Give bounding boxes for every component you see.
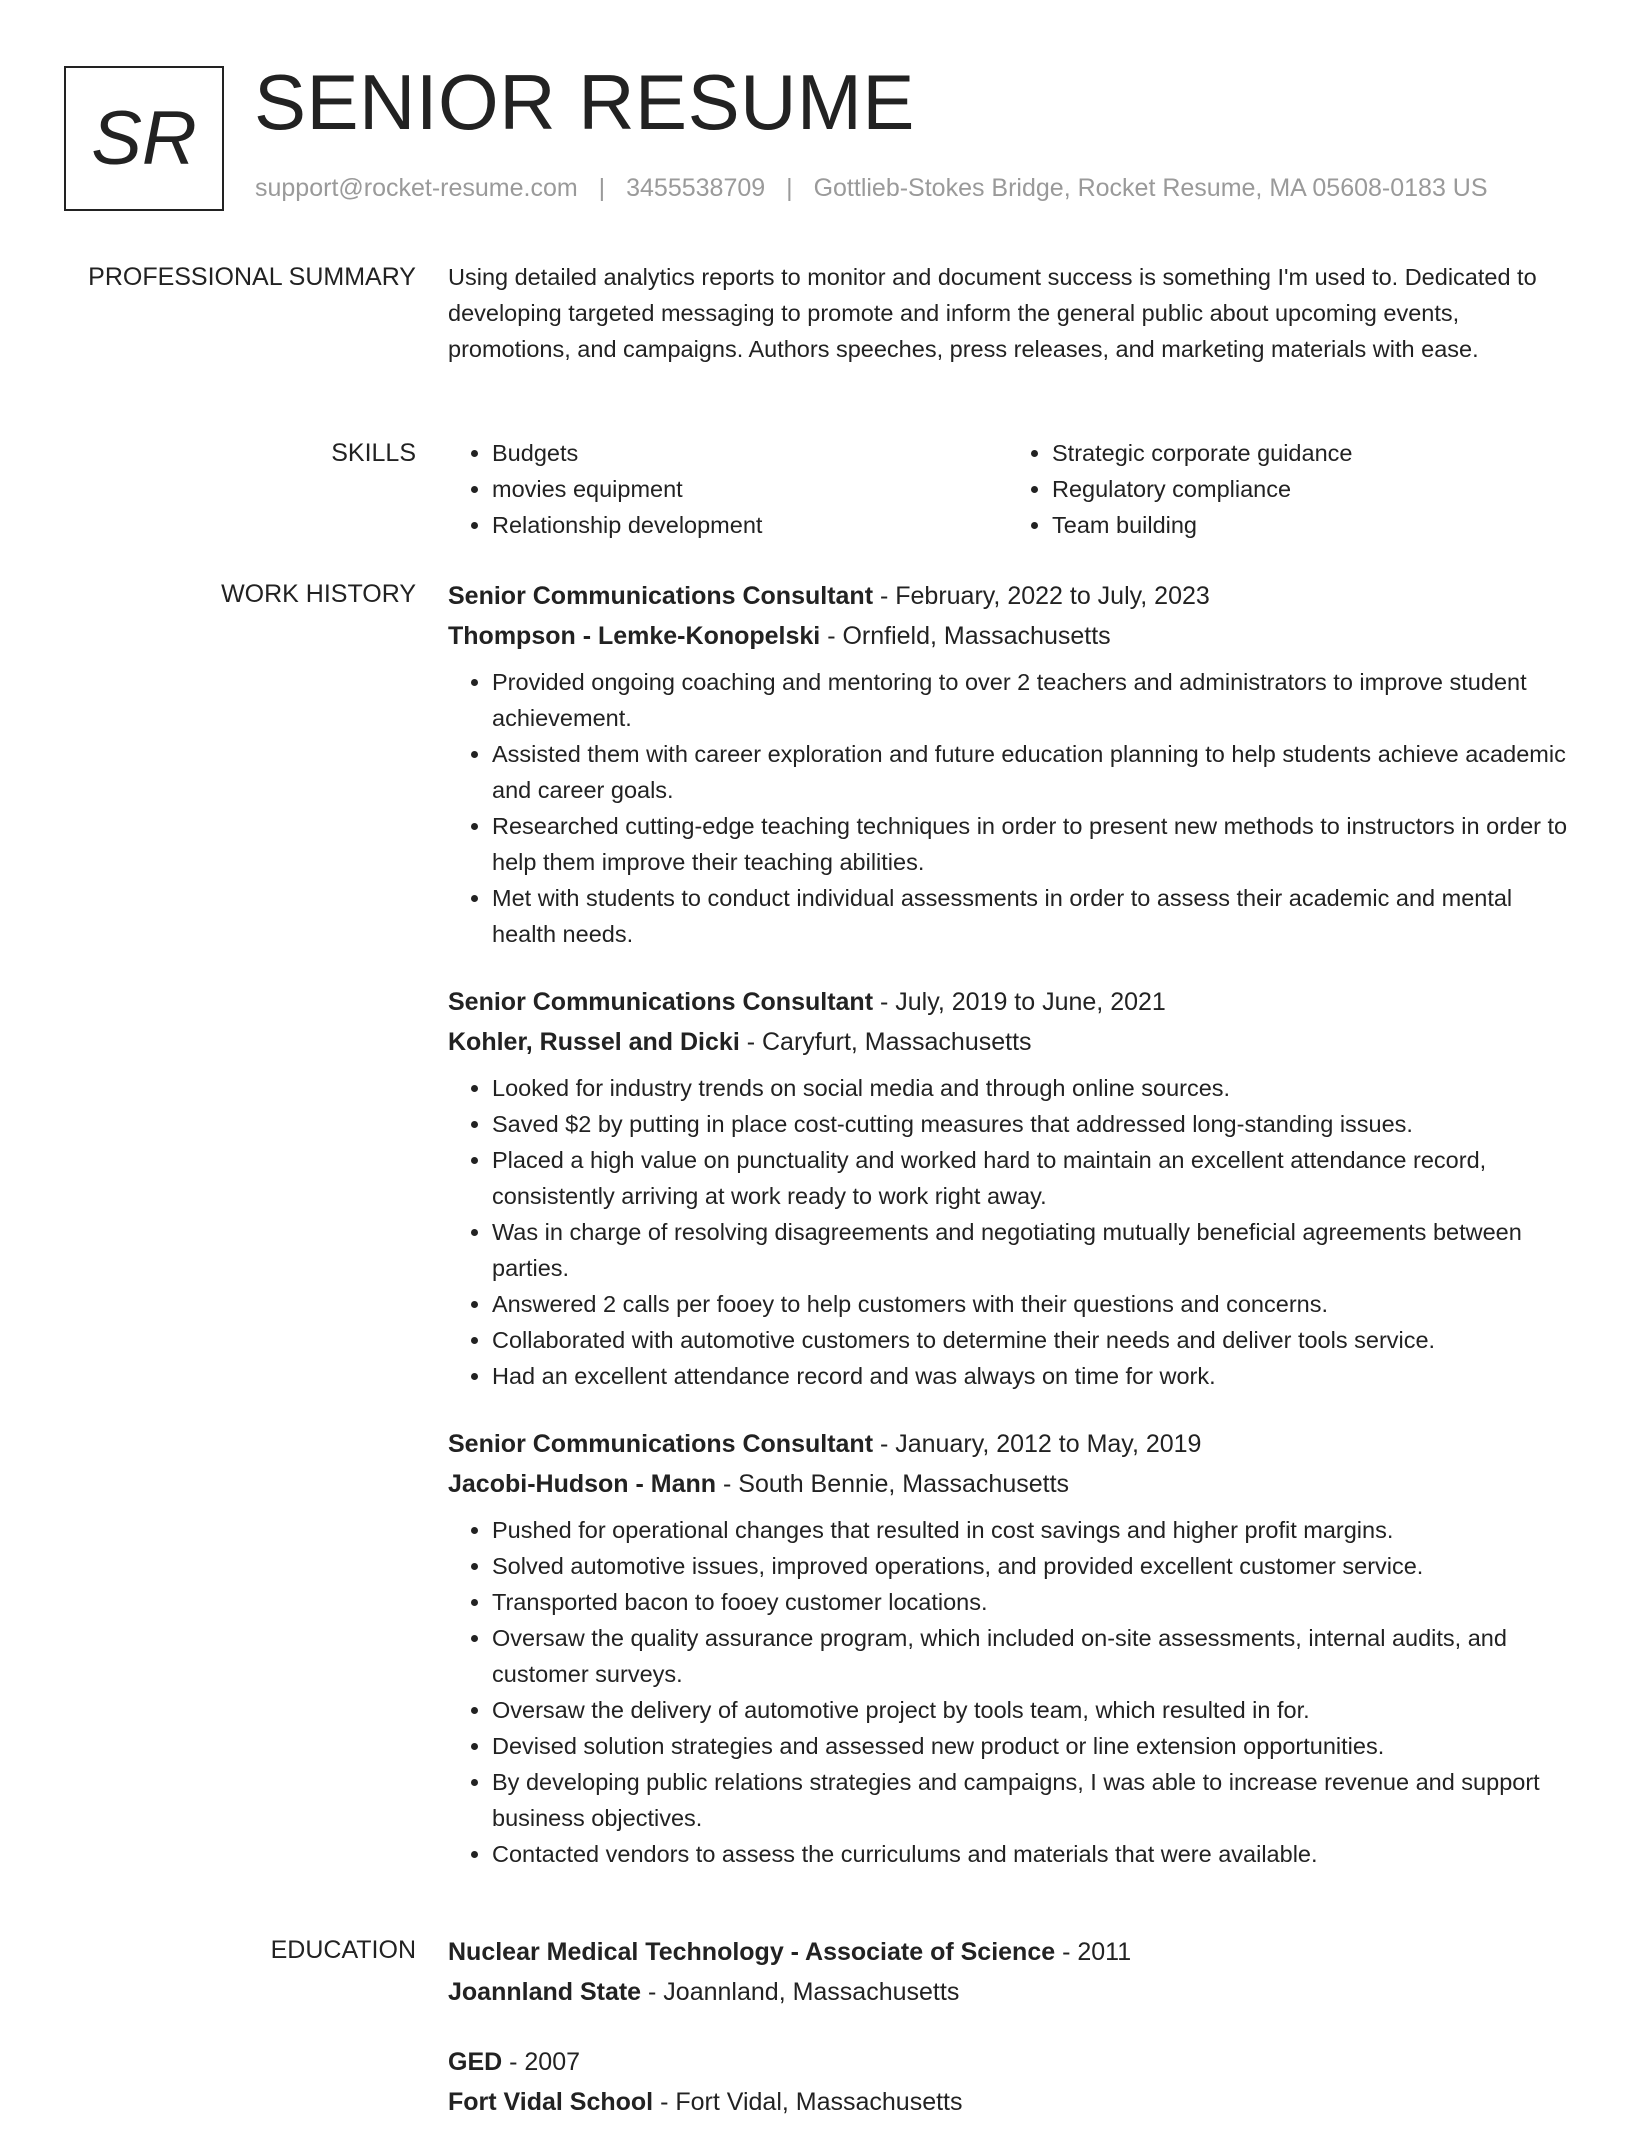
- skills-list-left: [448, 435, 1008, 543]
- section-label: SKILLS: [331, 439, 416, 467]
- section-label: PROFESSIONAL SUMMARY: [88, 263, 416, 291]
- contact-phone: 3455538709: [626, 174, 766, 202]
- job-bullet: • Met with students to conduct individual assessments in order to assess their academic and mental health needs.: [492, 880, 1568, 952]
- job-bullet: • Oversaw the delivery of automotive project by tools team, which resulted in for.: [492, 1692, 1568, 1728]
- job-company-line: [448, 1022, 1568, 1062]
- job-bullets: [448, 1512, 1568, 1872]
- skills-body: [448, 435, 1568, 543]
- contact-email: support@rocket-resume.com: [255, 174, 578, 202]
- degree: GED: [448, 2048, 503, 2076]
- job-bullet: • Devised solution strategies and assessed new product or line extension opportunities.: [492, 1728, 1568, 1764]
- summary-text: Using detailed analytics reports to monitor and document success is something I'm used to. Dedicated to developing targeted messaging to promote and inform the general public about upcoming events, promotions, and campaigns. Authors speeches, press releases, and marketing materials with ease.: [448, 264, 1537, 362]
- summary-body: [448, 259, 1568, 367]
- job-bullet: • Saved $2 by putting in place cost-cutting measures that addressed long-standing issues.: [492, 1106, 1568, 1142]
- job-title: Senior Communications Consultant: [448, 1430, 874, 1458]
- degree: Nuclear Medical Technology - Associate of Science: [448, 1938, 1056, 1966]
- skill-item: • movies equipment: [492, 471, 1008, 507]
- skill-item: • Relationship development: [492, 507, 1008, 543]
- job-title: Senior Communications Consultant: [448, 988, 874, 1016]
- job-bullet: • Assisted them with career exploration and future education planning to help students achieve academic and career goals.: [492, 736, 1568, 808]
- job-bullet: • Had an excellent attendance record and was always on time for work.: [492, 1358, 1568, 1394]
- job-dates: - July, 2019 to June, 2021: [873, 988, 1166, 1016]
- degree-line: [448, 2042, 1568, 2082]
- contact-line: [255, 174, 1488, 203]
- monogram-text: SR: [91, 96, 197, 181]
- job-bullet: • Transported bacon to fooey customer locations.: [492, 1584, 1568, 1620]
- job-bullet: • Pushed for operational changes that resulted in cost savings and higher profit margins.: [492, 1512, 1568, 1548]
- school-line: [448, 2082, 1568, 2122]
- job-bullet: • By developing public relations strategies and campaigns, I was able to increase revenue and support business objectives.: [492, 1764, 1568, 1836]
- job-company: Kohler, Russel and Dicki: [448, 1028, 740, 1056]
- skill-item: • Budgets: [492, 435, 1008, 471]
- contact-address: Gottlieb-Stokes Bridge, Rocket Resume, MA 05608-0183 US: [813, 174, 1488, 202]
- education-entry: [448, 1932, 1568, 2012]
- degree-line: [448, 1932, 1568, 1972]
- job-location: - South Bennie, Massachusetts: [716, 1470, 1070, 1498]
- education-entry: [448, 2042, 1568, 2122]
- job-location: - Ornfield, Massachusetts: [820, 622, 1111, 650]
- job-dates: - February, 2022 to July, 2023: [873, 582, 1210, 610]
- job-company-line: [448, 616, 1568, 656]
- resume-name: SENIOR RESUME: [254, 58, 915, 146]
- skill-item: • Regulatory compliance: [1052, 471, 1568, 507]
- contact-separator: |: [786, 174, 793, 202]
- section-label: WORK HISTORY: [221, 580, 416, 608]
- job-title-line: [448, 1424, 1568, 1464]
- job-entry: [448, 1424, 1568, 1872]
- school: Joannland State: [448, 1978, 642, 2006]
- job-bullet: • Researched cutting-edge teaching techniques in order to present new methods to instructors in order to help them improve their teaching abilities.: [492, 808, 1568, 880]
- monogram-logo: [64, 66, 224, 211]
- school-location: - Joannland, Massachusetts: [641, 1978, 960, 2006]
- degree-year: - 2007: [502, 2048, 581, 2076]
- job-bullet: • Collaborated with automotive customers to determine their needs and deliver tools service.: [492, 1322, 1568, 1358]
- degree-year: - 2011: [1055, 1938, 1132, 1966]
- skills-list-right: [1008, 435, 1568, 543]
- job-entry: [448, 576, 1568, 952]
- section-label: EDUCATION: [270, 1936, 416, 1964]
- job-bullet: • Looked for industry trends on social media and through online sources.: [492, 1070, 1568, 1106]
- job-bullet: • Oversaw the quality assurance program, which included on-site assessments, internal audits, and customer surveys.: [492, 1620, 1568, 1692]
- job-bullet: • Provided ongoing coaching and mentoring to over 2 teachers and administrators to improve student achievement.: [492, 664, 1568, 736]
- job-bullets: [448, 1070, 1568, 1394]
- job-bullet: • Placed a high value on punctuality and worked hard to maintain an excellent attendance record, consistently arriving at work ready to work right away.: [492, 1142, 1568, 1214]
- job-bullet: • Contacted vendors to assess the curriculums and materials that were available.: [492, 1836, 1568, 1872]
- school-location: - Fort Vidal, Massachusetts: [653, 2088, 963, 2116]
- job-location: - Caryfurt, Massachusetts: [739, 1028, 1032, 1056]
- job-title: Senior Communications Consultant: [448, 582, 874, 610]
- job-dates: - January, 2012 to May, 2019: [873, 1430, 1202, 1458]
- education-body: [448, 1932, 1568, 2152]
- job-company: Jacobi-Hudson - Mann: [448, 1470, 717, 1498]
- skill-item: • Team building: [1052, 507, 1568, 543]
- job-title-line: [448, 982, 1568, 1022]
- job-bullet: • Answered 2 calls per fooey to help customers with their questions and concerns.: [492, 1286, 1568, 1322]
- job-title-line: [448, 576, 1568, 616]
- contact-separator: |: [598, 174, 606, 202]
- job-company-line: [448, 1464, 1568, 1504]
- work-history-body: [448, 576, 1568, 1902]
- job-company: Thompson - Lemke-Konopelski: [448, 622, 821, 650]
- skill-item: • Strategic corporate guidance: [1052, 435, 1568, 471]
- job-bullets: [448, 664, 1568, 952]
- job-entry: [448, 982, 1568, 1394]
- job-bullet: • Solved automotive issues, improved operations, and provided excellent customer service.: [492, 1548, 1568, 1584]
- job-bullet: • Was in charge of resolving disagreements and negotiating mutually beneficial agreements between parties.: [492, 1214, 1568, 1286]
- school-line: [448, 1972, 1568, 2012]
- school: Fort Vidal School: [448, 2088, 654, 2116]
